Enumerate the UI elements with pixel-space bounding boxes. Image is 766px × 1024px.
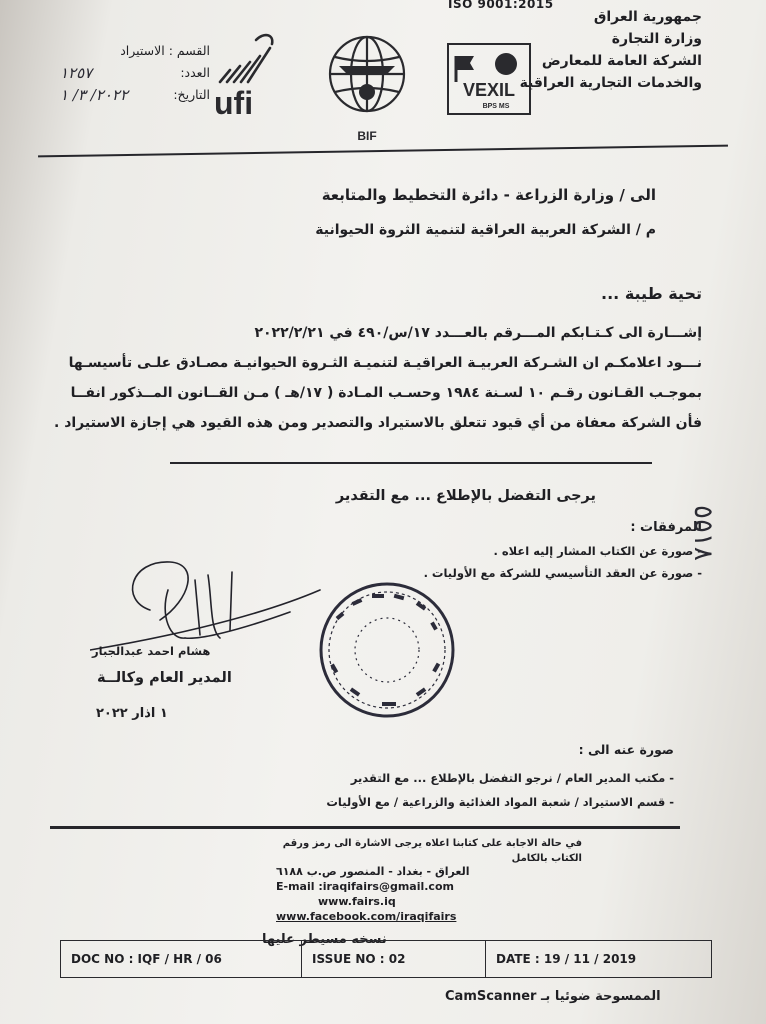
bif-text: BIF (357, 129, 377, 143)
email-line[interactable]: E-mail :iraqifairs@gmail.com (276, 880, 454, 893)
body-line-1: إشـــارة الى كـتـابكم المـــرقم بالعـــدد ١٧/س/٤٩٠ في ٢٠٢٢/٢/٢١ (254, 325, 702, 341)
number-label: العدد: (180, 65, 210, 80)
bif-logo (325, 32, 410, 147)
doc-info-table (60, 940, 712, 978)
body-paragraph (54, 318, 702, 438)
recipient-line-1: الى / وزارة الزراعة - دائرة التخطيط والمتابعة (321, 186, 656, 204)
signature-date: ١ اذار ٢٠٢٢ (96, 706, 168, 721)
iso-label: ISO 9001:2015 (448, 0, 554, 11)
ufi-emblem-icon (210, 30, 280, 120)
ufi-text: ufi (214, 85, 254, 120)
body-separator (170, 462, 652, 464)
org-line-2: وزارة التجارة (611, 31, 702, 47)
copies-title: صورة عنه الى : (578, 742, 674, 757)
date-label: التاريخ: (173, 87, 210, 102)
ufi-logo (210, 30, 280, 120)
website-link[interactable]: www.fairs.iq (318, 895, 396, 908)
contact-block (276, 864, 470, 924)
closing-line: يرجى التفضل بالإطلاع ... مع التقدير (335, 488, 596, 504)
signatory-title: المدير العام وكالــة (97, 670, 232, 686)
footer-note: في حالة الاجابة على كتابنا اعلاه يرجى الاشارة الى رمز ورقم الكتاب بالكامل (282, 838, 582, 864)
side-handwritten-number: ٥٥١٨ (688, 505, 718, 561)
copy-item-2: - قسم الاستيراد / شعبة المواد الغذائية والزراعية / مع الأوليات (326, 795, 674, 809)
copy-item-1: - مكتب المدير العام / نرجو التفضل بالإطلاع ... مع التقدير (350, 771, 674, 785)
attachments-title: المرفقات : (630, 520, 702, 535)
signatory-name: هشام احمد عبدالجبار (92, 644, 211, 658)
footer-rule (50, 826, 680, 829)
address-line: العراق - بغداد - المنصور ص.ب ٦١٨٨ (276, 865, 470, 878)
attachment-item-2: - صورة عن العقد التأسيسي للشركة مع الأوليات . (423, 566, 702, 580)
globe-emblem-icon (325, 32, 410, 147)
controlled-copy-note: نسخه مسيطر عليها (262, 932, 387, 947)
date-value: ٢٠٢٢/ ٣/ ١ (60, 86, 129, 104)
date-cell: DATE : 19 / 11 / 2019 (485, 941, 711, 977)
body-line-2: نـــود اعلامكـم ان الشـركة العربيـة العراقيـة لتنميـة الثـروة الحيوانيـة مصـادق علـى تأسيسـها (68, 355, 702, 371)
number-value: ١٢٥٧ (60, 64, 93, 82)
org-line-3: الشركة العامة للمعارض (541, 53, 702, 69)
copies-list (326, 766, 674, 814)
facebook-link[interactable]: www.facebook.com/iraqifairs (276, 910, 457, 923)
body-line-4: فأن الشركة معفاة من أي قيود تتعلق بالاستيراد والتصدير ومن هذه القيود هي إجازة الاستيراد . (54, 415, 702, 431)
official-stamp-icon (312, 578, 462, 723)
vexil-subtext: BPS MS (482, 103, 510, 110)
doc-no-cell: DOC NO : IQF / HR / 06 (71, 952, 222, 966)
org-line-4: والخدمات التجارية العراقية (519, 75, 702, 91)
vexil-emblem-icon (446, 42, 532, 116)
date-row (60, 84, 210, 106)
number-row (60, 62, 210, 84)
meta-block (60, 40, 210, 106)
attachment-item-1: - صورة عن الكتاب المشار إليه اعلاه . (493, 544, 702, 558)
recipient-line-2: م / الشركة العربية العراقية لتنمية الثروة الحيوانية (315, 222, 656, 238)
department-label: القسم : الاستيراد (120, 43, 210, 58)
attachments-list (424, 540, 702, 584)
issue-no-cell: ISSUE NO : 02 (301, 941, 485, 977)
org-line-1: جمهورية العراق (593, 9, 702, 25)
camscanner-watermark: الممسوحة ضوئيا بـ CamScanner (445, 989, 661, 1004)
department-row (60, 40, 210, 62)
vexil-logo (446, 42, 532, 116)
vexil-text: VEXIL (462, 80, 516, 100)
greeting: تحية طيبة ... (601, 284, 702, 303)
body-line-3: بموجـب القـانون رقـم ١٠ لسـنة ١٩٨٤ وحسـب المـادة ( ١٧/هـ ) مـن القــانون المــذكور انفــا (70, 385, 702, 401)
